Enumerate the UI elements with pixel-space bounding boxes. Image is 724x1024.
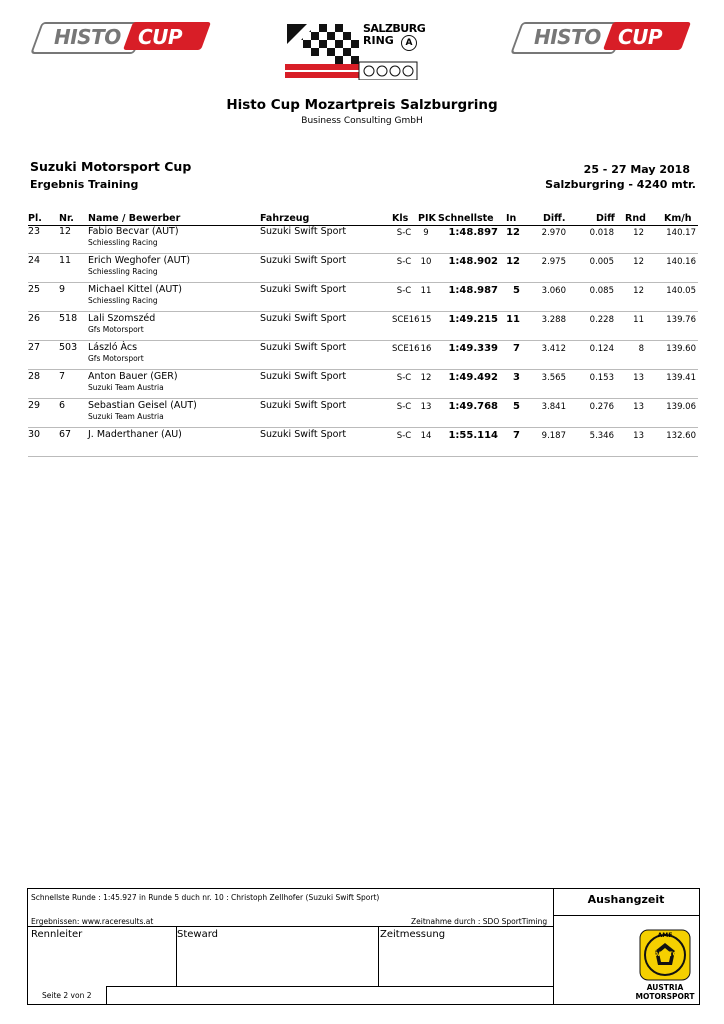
- cell-nr: 11: [59, 255, 72, 266]
- cell-pl: 26: [28, 313, 41, 324]
- oamtc-text: ÖAMTC: [652, 951, 678, 958]
- col-in: In: [506, 213, 517, 224]
- cell-in: 7: [513, 343, 520, 354]
- cell-kls: S-C: [396, 228, 412, 238]
- cell-diff: 3.841: [541, 402, 566, 412]
- cell-diff2: 0.276: [589, 402, 614, 412]
- session-name: Ergebnis Training: [30, 178, 139, 191]
- cell-best: 1:49.768: [448, 401, 498, 412]
- cell-rnd: 13: [633, 402, 644, 412]
- cell-pl: 29: [28, 400, 41, 411]
- histo-logo-text: HISTO: [54, 25, 121, 49]
- cell-in: 11: [506, 314, 520, 325]
- steward-label: Steward: [177, 929, 219, 940]
- cup-logo-text: CUP: [138, 25, 183, 49]
- zeitmessung-label: Zeitmessung: [380, 929, 446, 940]
- cell-pl: 30: [28, 429, 41, 440]
- cell-team: Suzuki Team Austria: [88, 412, 164, 421]
- cup-name: Suzuki Motorsport Cup: [30, 159, 192, 174]
- results-url: Ergebnissen: www.raceresults.at: [31, 917, 154, 926]
- cell-kmh: 139.41: [666, 373, 696, 383]
- aushangzeit-label: Aushangzeit: [587, 893, 665, 906]
- cell-best: 1:48.902: [448, 256, 498, 267]
- cell-diff: 3.060: [541, 286, 566, 296]
- cell-nr: 9: [59, 284, 66, 295]
- cell-name: J. Maderthaner (AU): [88, 429, 182, 440]
- table-row: [0, 341, 724, 370]
- cell-diff2: 0.124: [589, 344, 614, 354]
- cell-pik: 16: [420, 344, 432, 354]
- cell-diff: 3.565: [541, 373, 566, 383]
- cell-pl: 28: [28, 371, 41, 382]
- cell-team: Schiessling Racing: [88, 296, 158, 305]
- cell-diff: 2.970: [541, 228, 566, 238]
- row-divider: [28, 456, 698, 457]
- cell-name: Anton Bauer (GER): [88, 371, 178, 382]
- cell-in: 5: [513, 285, 520, 296]
- col-name: Name / Bewerber: [88, 213, 181, 224]
- cell-best: 1:49.215: [448, 314, 498, 325]
- cell-pik: 11: [420, 286, 432, 296]
- cell-in: 3: [513, 372, 520, 383]
- cell-pik: 9: [423, 228, 429, 238]
- cell-name: Fabio Becvar (AUT): [88, 226, 179, 237]
- cell-car: Suzuki Swift Sport: [260, 400, 347, 411]
- amf-text: AMF: [657, 932, 673, 939]
- cell-best: 1:49.339: [448, 343, 498, 354]
- col-diff: Diff.: [543, 213, 566, 224]
- event-title: Histo Cup Mozartpreis Salzburgring: [226, 97, 498, 113]
- footer-divider: [378, 926, 379, 986]
- histo-logo-text: HISTO: [534, 25, 601, 49]
- cup-logo-text: CUP: [618, 25, 663, 49]
- col-nr: Nr.: [59, 213, 74, 224]
- cell-kmh: 139.76: [666, 315, 696, 325]
- cell-nr: 503: [59, 342, 78, 353]
- cell-name: Michael Kittel (AUT): [88, 284, 182, 295]
- cell-car: Suzuki Swift Sport: [260, 342, 347, 353]
- table-row: [0, 428, 724, 457]
- cell-nr: 6: [59, 400, 66, 411]
- col-rnd: Rnd: [625, 213, 646, 224]
- histo-cup-logo-right: [516, 22, 688, 50]
- cell-nr: 7: [59, 371, 66, 382]
- cell-kls: S-C: [396, 402, 412, 412]
- cell-pik: 12: [420, 373, 432, 383]
- timing-provider: Zeitnahme durch : SDO SportTiming: [411, 917, 548, 926]
- cell-team: Gfs Motorsport: [88, 354, 144, 363]
- cell-rnd: 8: [638, 344, 644, 354]
- cell-pl: 23: [28, 226, 41, 237]
- cell-kmh: 140.16: [666, 257, 696, 267]
- cell-rnd: 12: [633, 286, 644, 296]
- salzburgring-name: SALZBURG: [363, 22, 426, 35]
- motorsport-text: MOTORSPORT: [635, 992, 695, 1001]
- cell-kls: S-C: [396, 373, 412, 383]
- cell-diff2: 0.018: [589, 228, 614, 238]
- cell-pik: 14: [420, 431, 432, 441]
- cell-diff: 3.288: [541, 315, 566, 325]
- cell-best: 1:48.987: [448, 285, 498, 296]
- cell-best: 1:48.897: [448, 227, 498, 238]
- cell-nr: 518: [59, 313, 78, 324]
- cell-car: Suzuki Swift Sport: [260, 255, 347, 266]
- table-row: [0, 399, 724, 428]
- cell-pik: 13: [420, 402, 432, 412]
- cell-kls: SCE16: [392, 344, 420, 354]
- cell-kls: S-C: [396, 431, 412, 441]
- cell-diff2: 0.005: [589, 257, 614, 267]
- austria-text: AUSTRIA: [646, 983, 684, 992]
- cell-in: 12: [506, 227, 520, 238]
- cell-car: Suzuki Swift Sport: [260, 284, 347, 295]
- table-row: [0, 254, 724, 283]
- cell-kls: S-C: [396, 257, 412, 267]
- venue: Salzburgring - 4240 mtr.: [545, 178, 696, 191]
- cell-nr: 12: [59, 226, 72, 237]
- cell-pik: 15: [420, 315, 432, 325]
- col-pik: PIK: [418, 213, 436, 224]
- cell-team: Suzuki Team Austria: [88, 383, 164, 392]
- cell-diff: 9.187: [541, 431, 566, 441]
- table-row: [0, 312, 724, 341]
- cell-best: 1:49.492: [448, 372, 498, 383]
- table-row: [0, 370, 724, 399]
- cell-rnd: 13: [633, 431, 644, 441]
- cell-diff: 3.412: [541, 344, 566, 354]
- cell-kmh: 139.06: [666, 402, 696, 412]
- cell-diff2: 0.228: [589, 315, 614, 325]
- cell-in: 5: [513, 401, 520, 412]
- cell-diff2: 5.346: [589, 431, 614, 441]
- cell-car: Suzuki Swift Sport: [260, 429, 347, 440]
- cell-kmh: 140.05: [666, 286, 696, 296]
- cell-diff2: 0.153: [589, 373, 614, 383]
- cell-rnd: 11: [633, 315, 644, 325]
- cell-car: Suzuki Swift Sport: [260, 226, 347, 237]
- cell-nr: 67: [59, 429, 72, 440]
- cell-kmh: 132.60: [666, 431, 696, 441]
- table-row: [0, 225, 724, 254]
- organizer: Business Consulting GmbH: [301, 116, 423, 126]
- cell-best: 1:55.114: [448, 430, 498, 441]
- cell-team: Schiessling Racing: [88, 238, 158, 247]
- cell-pl: 27: [28, 342, 41, 353]
- col-car: Fahrzeug: [260, 213, 310, 224]
- salzburgring-logo: [285, 22, 426, 80]
- cell-name: Lali Szomszéd: [88, 313, 156, 324]
- fastest-lap-note: Schnellste Runde : 1:45.927 in Runde 5 duch nr. 10 : Christoph Zellhofer (Suzuki Swift Sport): [31, 893, 380, 902]
- histo-cup-logo-left: [36, 22, 208, 50]
- cell-team: Gfs Motorsport: [88, 325, 144, 334]
- cell-car: Suzuki Swift Sport: [260, 313, 347, 324]
- col-kmh: Km/h: [664, 213, 692, 224]
- event-date: 25 - 27 May 2018: [583, 163, 690, 176]
- cell-car: Suzuki Swift Sport: [260, 371, 347, 382]
- cell-pl: 24: [28, 255, 41, 266]
- cell-pl: 25: [28, 284, 41, 295]
- cell-rnd: 13: [633, 373, 644, 383]
- cell-kls: SCE16: [392, 315, 420, 325]
- cell-rnd: 12: [633, 257, 644, 267]
- footer-divider: [106, 986, 553, 987]
- oamtc-logo: [639, 929, 691, 981]
- col-best: Schnellste: [438, 213, 494, 224]
- cell-in: 7: [513, 430, 520, 441]
- cell-kmh: 140.17: [666, 228, 696, 238]
- col-kls: Kls: [392, 213, 409, 224]
- cell-kls: S-C: [396, 286, 412, 296]
- cell-pik: 10: [420, 257, 432, 267]
- cell-team: Schiessling Racing: [88, 267, 158, 276]
- page-number: Seite 2 von 2: [42, 991, 92, 1000]
- footer-divider: [553, 889, 554, 1004]
- footer-divider: [28, 926, 553, 927]
- cell-rnd: 12: [633, 228, 644, 238]
- footer-divider: [106, 986, 107, 1004]
- salzburgring-ring-text: RING: [363, 34, 394, 47]
- austria-badge: A: [401, 35, 417, 51]
- col-diff2: Diff: [596, 213, 615, 224]
- footer-box: [27, 888, 700, 1005]
- footer-divider: [553, 915, 699, 916]
- cell-in: 12: [506, 256, 520, 267]
- cell-name: László Àcs: [88, 342, 138, 353]
- cell-name: Sebastian Geisel (AUT): [88, 400, 197, 411]
- cell-diff2: 0.085: [589, 286, 614, 296]
- cell-diff: 2.975: [541, 257, 566, 267]
- cell-name: Erich Weghofer (AUT): [88, 255, 191, 266]
- rennleiter-label: Rennleiter: [31, 929, 83, 940]
- table-row: [0, 283, 724, 312]
- col-pl: Pl.: [28, 213, 42, 224]
- cell-kmh: 139.60: [666, 344, 696, 354]
